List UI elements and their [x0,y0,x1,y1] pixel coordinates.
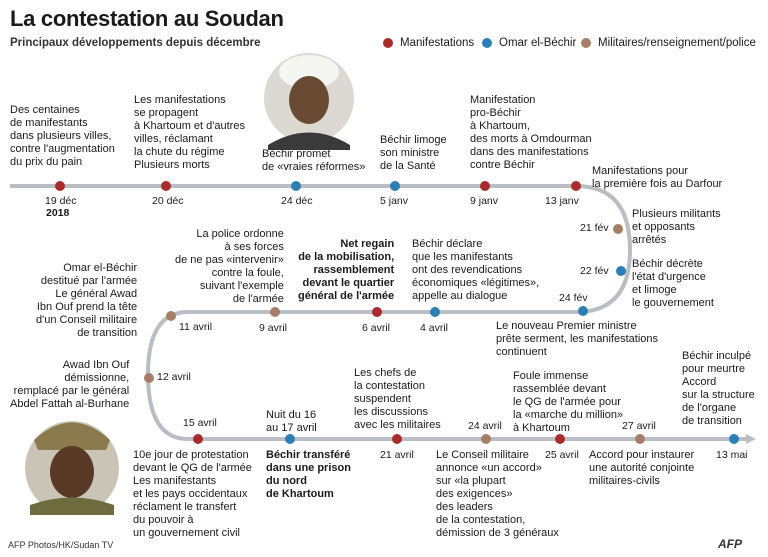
event-date-11-avril: 11 avril [179,321,213,333]
dot-15-avril [193,434,203,444]
event-date-21-fev: 21 fév [580,222,609,234]
dot-20-dec [161,181,171,191]
event-text-6-avril: Net regain de la mobilisation, rassemblement devant le quartier général de l'armée [298,238,395,302]
portrait-ibn-ouf [25,421,119,515]
dot-25-avril [555,434,565,444]
event-date-15-avril: 15 avril [183,417,217,429]
dot-4-avril [430,307,440,317]
photo-credit: AFP Photos/HK/Sudan TV [8,540,114,550]
event-date-27-avril: 27 avril [622,420,656,432]
event-date-22-fev: 22 fév [580,265,609,277]
event-text-20-dec: Les manifestations se propagent à Khartoum et d'autres villes, réclamant la chute du régime Plusieurs morts [134,94,245,171]
event-text-21-avril: Les chefs de la contestation suspendent les discussions avec les militaires [354,367,441,431]
event-text-19-dec: Des centaines de manifestants dans plusieurs villes, contre l'augmentation du prix du pain [10,104,115,168]
event-text-11-avril: Omar el-Béchir destitué par l'armée Le général Awad Ibn Ouf prend la tête d'un Conseil militaire de transition [36,262,138,339]
event-text-5-janv: Béchir limoge son ministre de la Santé [380,134,447,172]
legend-label: Omar el-Béchir [499,37,577,49]
event-text-9-janv: Manifestation pro-Béchir à Khartoum, des morts à Omdourman dans des manifestations contre Béchir [470,94,592,171]
dot-13-mai [729,434,739,444]
event-date-9-avril: 9 avril [259,322,288,334]
event-date-5-janv: 5 janv [380,195,409,207]
event-text-12-avril: Awad Ibn Ouf démissionne, remplacé par le général Abdel Fattah al-Burhane [10,359,130,410]
event-text-15-avril: 10e jour de protestation devant le QG de l'armée Les manifestants et les pays occidentaux réclament le transfert du pouvoir à un gouvernement civil [133,449,252,539]
event-date-25-avril: 25 avril [545,449,579,461]
dot-11-avril [166,311,176,321]
event-text-24-avril: Le Conseil militaire annonce «un accord» sur «la plupart des exigences» des leaders de la contestation, démission de 3 généraux [436,449,559,539]
event-text-24-fev: Le nouveau Premier ministre prête serment, les manifestations continuent [496,320,659,358]
event-text-13-janv: Manifestations pour la première fois au Darfour [592,165,723,190]
event-date-12-avril: 12 avril [157,371,191,383]
event-text-27-avril: Accord pour instaurer une autorité conjointe militaires-civils [589,449,695,487]
event-date-20-dec: 20 déc [152,195,184,207]
dot-24-dec [291,181,301,191]
portrait-bechir [262,51,356,150]
event-date-16-17-avril: Nuit du 16 au 17 avril [266,409,317,434]
dot-9-avril [270,307,280,317]
dot-16-17-avril [285,434,295,444]
dot-22-fev [616,266,626,276]
dot-27-avril [635,434,645,444]
event-date-24-avril: 24 avril [468,420,502,432]
event-date-4-avril: 4 avril [420,322,449,334]
event-date-24-dec: 24 déc [281,195,313,207]
dot-13-janv [571,181,581,191]
event-year-2018: 2018 [46,207,70,219]
event-text-9-avril: La police ordonne à ses forces de ne pas «intervenir» contre la foule, suivant l'exemple de l'armée [175,228,284,305]
dot-6-avril [372,307,382,317]
event-text-16-17-avril: Béchir transféré dans une prison du nord de Khartoum [266,449,351,500]
dot-24-avril [481,434,491,444]
event-date-19-dec: 19 déc [45,195,77,207]
event-text-22-fev: Béchir décrète l'état d'urgence et limoge le gouvernement [632,258,714,309]
legend-label: Militaires/renseignement/police [598,37,756,49]
legend-label: Manifestations [400,37,475,49]
dot-19-dec [55,181,65,191]
event-text-21-fev: Plusieurs militants et opposants arrêtés [632,208,721,246]
dot-12-avril [144,373,154,383]
event-date-13-mai: 13 mai [716,449,748,461]
dot-21-fev [613,224,623,234]
dot-5-janv [390,181,400,191]
page-subtitle: Principaux développements depuis décembre [10,37,261,49]
event-date-6-avril: 6 avril [362,322,391,334]
dot-24-fev [578,306,588,316]
dot-9-janv [480,181,490,191]
event-date-13-janv: 13 janv [545,195,579,207]
event-date-24-fev: 24 fév [559,292,588,304]
event-date-9-janv: 9 janv [470,195,499,207]
event-date-21-avril: 21 avril [380,449,414,461]
event-text-13-mai: Béchir inculpé pour meurtre Accord sur la structure de l'organe de transition [682,350,755,427]
event-text-24-dec: Béchir promet de «vraies réformes» [262,148,366,173]
afp-logo: AFP [718,537,742,551]
page-title: La contestation au Soudan [10,6,284,31]
event-text-4-avril: Béchir déclare que les manifestants ont des revendications économiques «légitimes», appelle au dialogue [412,238,540,302]
event-text-25-avril: Foule immense rassemblée devant le QG de l'armée pour la «marche du million» à Khartoum [513,370,624,434]
dot-21-avril [392,434,402,444]
